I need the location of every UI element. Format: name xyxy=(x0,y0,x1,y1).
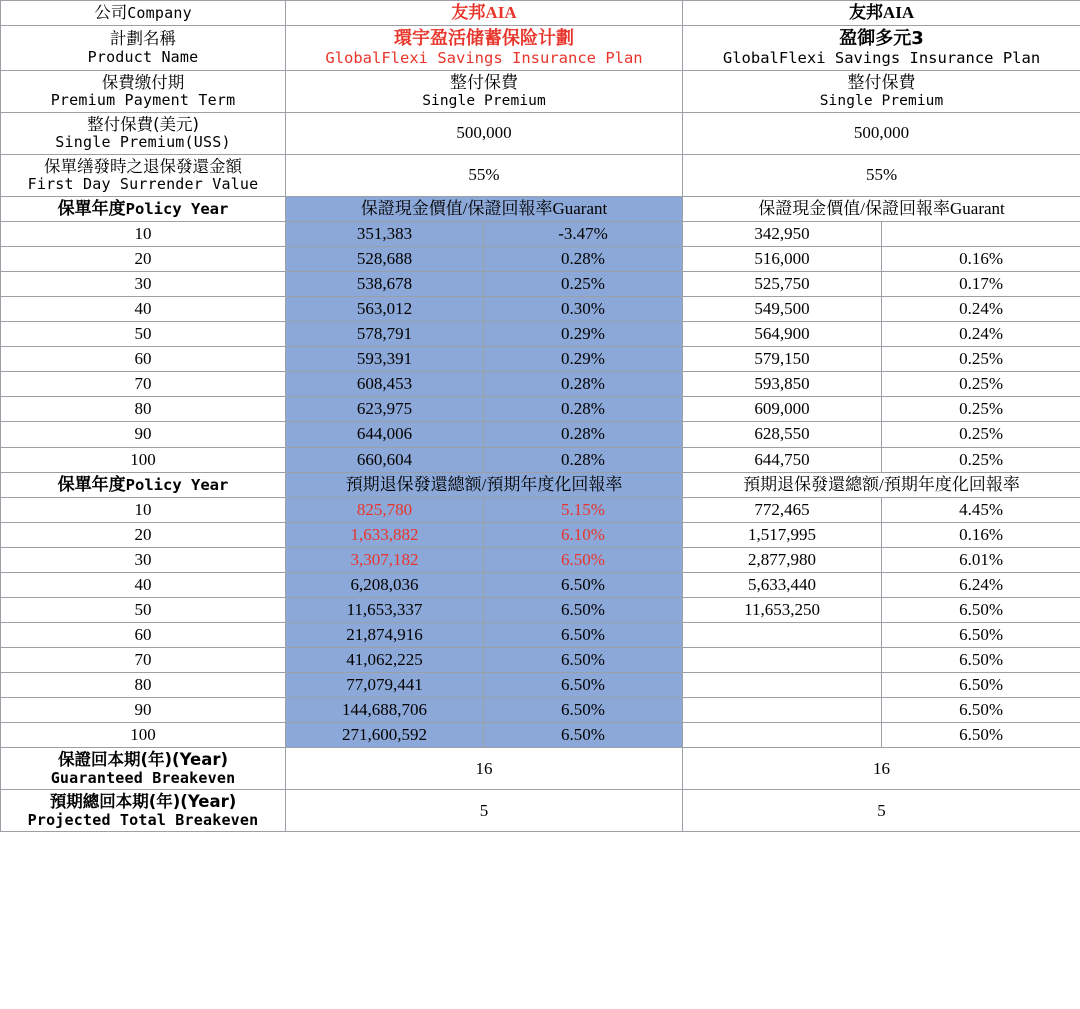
policy-year: 50 xyxy=(1,322,286,347)
guaranteed-value-plan-b: 564,900 xyxy=(683,322,882,347)
row-label-premium-term xyxy=(1,70,286,112)
guaranteed-rate-plan-b: 0.25% xyxy=(882,347,1080,372)
policy-year: 70 xyxy=(1,372,286,397)
projected-rate-plan-b: 6.50% xyxy=(882,672,1080,697)
projected-rate-plan-b: 6.50% xyxy=(882,647,1080,672)
guaranteed-value-plan-b: 579,150 xyxy=(683,347,882,372)
table-row xyxy=(1,222,1080,247)
table-row xyxy=(1,647,1080,672)
guaranteed-value-plan-a: 563,012 xyxy=(286,297,484,322)
projected-value-plan-a: 77,079,441 xyxy=(286,672,484,697)
row-label-product-name xyxy=(1,26,286,71)
projected-value-plan-b: 2,877,980 xyxy=(683,547,882,572)
guaranteed-rate-plan-b: 0.25% xyxy=(882,397,1080,422)
projected-value-plan-b xyxy=(683,647,882,672)
projected-value-plan-a: 825,780 xyxy=(286,497,484,522)
table-row xyxy=(1,697,1080,722)
guaranteed-rate-plan-a: 0.29% xyxy=(484,322,683,347)
projected-value-plan-a: 11,653,337 xyxy=(286,597,484,622)
policy-year: 30 xyxy=(1,547,286,572)
projected-rate-plan-a: 5.15% xyxy=(484,497,683,522)
premium-term-plan-b-zh: 整付保費 xyxy=(847,72,916,93)
projected-value-plan-b: 1,517,995 xyxy=(683,522,882,547)
premium-term-plan-b xyxy=(683,70,1080,112)
table-row-product-name xyxy=(1,26,1080,71)
row-label-single-premium xyxy=(1,112,286,154)
product-name-plan-b xyxy=(683,26,1080,71)
row-label-company-en: Company xyxy=(127,4,192,22)
product-name-plan-b-en: GlobalFlexi Savings Insurance Plan xyxy=(722,49,1041,68)
guaranteed-value-plan-b: 525,750 xyxy=(683,272,882,297)
row-label-first-day-surrender xyxy=(1,154,286,196)
projected-value-plan-a: 41,062,225 xyxy=(286,647,484,672)
projected-value-plan-b xyxy=(683,672,882,697)
guaranteed-value-plan-a: 644,006 xyxy=(286,422,484,447)
table-row xyxy=(1,522,1080,547)
policy-year: 90 xyxy=(1,697,286,722)
first-day-surrender-plan-b: 55% xyxy=(683,154,1080,196)
guaranteed-header-label xyxy=(1,197,286,222)
guaranteed-value-plan-a: 660,604 xyxy=(286,447,484,472)
table-row xyxy=(1,622,1080,647)
projected-value-plan-a: 6,208,036 xyxy=(286,572,484,597)
single-premium-plan-a: 500,000 xyxy=(286,112,683,154)
guaranteed-rate-plan-a: 0.28% xyxy=(484,372,683,397)
projected-rate-plan-b: 6.24% xyxy=(882,572,1080,597)
row-label-company-zh: 公司 xyxy=(94,3,128,22)
guaranteed-rate-plan-b: 0.17% xyxy=(882,272,1080,297)
projected-value-plan-b: 772,465 xyxy=(683,497,882,522)
projected-header-plan-a: 預期退保發還總额/預期年度化回報率 xyxy=(286,472,683,497)
row-label-guaranteed-breakeven-zh: 保證回本期(年)(Year) xyxy=(57,750,229,770)
section-header-projected xyxy=(1,472,1080,497)
guaranteed-header-label-en: Policy Year xyxy=(125,200,229,219)
guaranteed-value-plan-b: 549,500 xyxy=(683,297,882,322)
guaranteed-rate-plan-b: 0.25% xyxy=(882,422,1080,447)
projected-header-label-en: Policy Year xyxy=(125,475,229,494)
projected-value-plan-b: 5,633,440 xyxy=(683,572,882,597)
table-row-single-premium xyxy=(1,112,1080,154)
guaranteed-header-label-zh: 保單年度 xyxy=(57,199,126,219)
policy-year: 40 xyxy=(1,297,286,322)
policy-year: 40 xyxy=(1,572,286,597)
guaranteed-rate-plan-a: 0.28% xyxy=(484,397,683,422)
table-row-company xyxy=(1,1,1080,26)
table-row xyxy=(1,672,1080,697)
policy-year: 70 xyxy=(1,647,286,672)
projected-rate-plan-a: 6.50% xyxy=(484,622,683,647)
guaranteed-rate-plan-b: 0.25% xyxy=(882,447,1080,472)
projected-value-plan-a: 144,688,706 xyxy=(286,697,484,722)
policy-year: 100 xyxy=(1,447,286,472)
table-row xyxy=(1,723,1080,748)
guaranteed-rate-plan-a: 0.28% xyxy=(484,447,683,472)
projected-rate-plan-a: 6.10% xyxy=(484,522,683,547)
table-row xyxy=(1,322,1080,347)
row-label-guaranteed-breakeven xyxy=(1,748,286,790)
policy-year: 20 xyxy=(1,522,286,547)
projected-rate-plan-a: 6.50% xyxy=(484,647,683,672)
section-header-guaranteed xyxy=(1,197,1080,222)
product-name-plan-b-zh: 盈御多元3 xyxy=(839,28,924,50)
guaranteed-value-plan-b: 593,850 xyxy=(683,372,882,397)
premium-term-plan-b-en: Single Premium xyxy=(819,92,944,109)
row-label-guaranteed-breakeven-en: Guaranteed Breakeven xyxy=(50,768,236,787)
guaranteed-header-plan-a: 保證現金價值/保證回報率Guarant xyxy=(286,197,683,222)
projected-rate-plan-b: 6.50% xyxy=(882,622,1080,647)
row-label-single-premium-zh: 整付保費(美元) xyxy=(87,114,199,134)
table-row xyxy=(1,372,1080,397)
projected-value-plan-b xyxy=(683,697,882,722)
guaranteed-value-plan-b: 342,950 xyxy=(683,222,882,247)
projected-header-plan-b: 預期退保發還總额/預期年度化回報率 xyxy=(683,472,1080,497)
guaranteed-rate-plan-a: 0.28% xyxy=(484,422,683,447)
policy-year: 10 xyxy=(1,497,286,522)
premium-term-plan-a-en: Single Premium xyxy=(422,92,546,109)
projected-rate-plan-a: 6.50% xyxy=(484,547,683,572)
guaranteed-breakeven-plan-b: 16 xyxy=(683,748,1080,790)
projected-value-plan-a: 271,600,592 xyxy=(286,723,484,748)
projected-rate-plan-a: 6.50% xyxy=(484,697,683,722)
table-row xyxy=(1,347,1080,372)
projected-header-label xyxy=(1,472,286,497)
table-row xyxy=(1,272,1080,297)
policy-year: 10 xyxy=(1,222,286,247)
table-row xyxy=(1,397,1080,422)
row-label-projected-breakeven-zh: 預期總回本期(年)(Year) xyxy=(49,792,237,812)
guaranteed-rate-plan-a: 0.25% xyxy=(484,272,683,297)
projected-rate-plan-a: 6.50% xyxy=(484,572,683,597)
policy-year: 20 xyxy=(1,247,286,272)
guaranteed-rate-plan-a: 0.28% xyxy=(484,247,683,272)
row-label-premium-term-zh: 保費缴付期 xyxy=(101,72,185,92)
projected-rate-plan-b: 6.01% xyxy=(882,547,1080,572)
projected-rate-plan-a: 6.50% xyxy=(484,723,683,748)
product-name-plan-a xyxy=(286,26,683,71)
guaranteed-rate-plan-a: 0.30% xyxy=(484,297,683,322)
projected-rate-plan-b: 6.50% xyxy=(882,697,1080,722)
projected-value-plan-a: 21,874,916 xyxy=(286,622,484,647)
guaranteed-value-plan-a: 623,975 xyxy=(286,397,484,422)
projected-breakeven-plan-a: 5 xyxy=(286,790,683,832)
projected-value-plan-a: 3,307,182 xyxy=(286,547,484,572)
policy-year: 50 xyxy=(1,597,286,622)
row-label-projected-breakeven-en: Projected Total Breakeven xyxy=(27,810,259,829)
guaranteed-value-plan-b: 516,000 xyxy=(683,247,882,272)
table-row-premium-term xyxy=(1,70,1080,112)
guaranteed-value-plan-a: 593,391 xyxy=(286,347,484,372)
policy-year: 100 xyxy=(1,723,286,748)
company-plan-a: 友邦AIA xyxy=(286,1,683,26)
table-row xyxy=(1,597,1080,622)
projected-value-plan-a: 1,633,882 xyxy=(286,522,484,547)
table-row-projected-breakeven xyxy=(1,790,1080,832)
projected-header-label-zh: 保單年度 xyxy=(57,474,126,494)
single-premium-plan-b: 500,000 xyxy=(683,112,1080,154)
guaranteed-value-plan-a: 578,791 xyxy=(286,322,484,347)
projected-rate-plan-b: 6.50% xyxy=(882,723,1080,748)
policy-year: 60 xyxy=(1,622,286,647)
row-label-single-premium-en: Single Premium(USS) xyxy=(55,133,231,152)
policy-year: 60 xyxy=(1,347,286,372)
first-day-surrender-plan-a: 55% xyxy=(286,154,683,196)
guaranteed-value-plan-a: 538,678 xyxy=(286,272,484,297)
row-label-projected-breakeven xyxy=(1,790,286,832)
projected-value-plan-b xyxy=(683,723,882,748)
table-row xyxy=(1,572,1080,597)
table-row xyxy=(1,447,1080,472)
table-row-guaranteed-breakeven xyxy=(1,748,1080,790)
table-row xyxy=(1,422,1080,447)
policy-year: 80 xyxy=(1,397,286,422)
row-label-first-day-surrender-en: First Day Surrender Value xyxy=(27,175,259,194)
guaranteed-rate-plan-b: 0.25% xyxy=(882,372,1080,397)
product-name-plan-a-zh: 環宇盈活储蓄保险计劃 xyxy=(394,28,574,50)
policy-year: 90 xyxy=(1,422,286,447)
policy-year: 30 xyxy=(1,272,286,297)
table-row xyxy=(1,547,1080,572)
projected-rate-plan-a: 6.50% xyxy=(484,597,683,622)
projected-breakeven-plan-b: 5 xyxy=(683,790,1080,832)
row-label-company xyxy=(1,1,286,26)
row-label-first-day-surrender-zh: 保單缮發時之退保發還金額 xyxy=(44,156,242,176)
projected-rate-plan-b: 4.45% xyxy=(882,497,1080,522)
guaranteed-rate-plan-a: 0.29% xyxy=(484,347,683,372)
guaranteed-value-plan-b: 628,550 xyxy=(683,422,882,447)
projected-rate-plan-a: 6.50% xyxy=(484,672,683,697)
guaranteed-rate-plan-b: 0.24% xyxy=(882,297,1080,322)
projected-value-plan-b xyxy=(683,622,882,647)
row-label-product-name-zh: 計劃名稱 xyxy=(110,29,176,49)
product-name-plan-a-en: GlobalFlexi Savings Insurance Plan xyxy=(325,49,643,68)
guaranteed-value-plan-a: 528,688 xyxy=(286,247,484,272)
policy-year: 80 xyxy=(1,672,286,697)
table-row xyxy=(1,497,1080,522)
table-row xyxy=(1,247,1080,272)
guaranteed-breakeven-plan-a: 16 xyxy=(286,748,683,790)
guaranteed-value-plan-b: 609,000 xyxy=(683,397,882,422)
guaranteed-value-plan-a: 608,453 xyxy=(286,372,484,397)
guaranteed-rate-plan-b: 0.16% xyxy=(882,247,1080,272)
projected-value-plan-b: 11,653,250 xyxy=(683,597,882,622)
premium-term-plan-a xyxy=(286,70,683,112)
guaranteed-value-plan-a: 351,383 xyxy=(286,222,484,247)
table-row-first-day-surrender xyxy=(1,154,1080,196)
guaranteed-header-plan-b: 保證現金價值/保證回報率Guarant xyxy=(683,197,1080,222)
projected-rate-plan-b: 0.16% xyxy=(882,522,1080,547)
table-row xyxy=(1,297,1080,322)
guaranteed-rate-plan-b xyxy=(882,222,1080,247)
projected-rate-plan-b: 6.50% xyxy=(882,597,1080,622)
guaranteed-rate-plan-a: -3.47% xyxy=(484,222,683,247)
premium-term-plan-a-zh: 整付保費 xyxy=(450,72,518,93)
guaranteed-value-plan-b: 644,750 xyxy=(683,447,882,472)
guaranteed-rate-plan-b: 0.24% xyxy=(882,322,1080,347)
row-label-premium-term-en: Premium Payment Term xyxy=(50,91,236,110)
row-label-product-name-en: Product Name xyxy=(87,47,199,66)
company-plan-b: 友邦AIA xyxy=(683,1,1080,26)
